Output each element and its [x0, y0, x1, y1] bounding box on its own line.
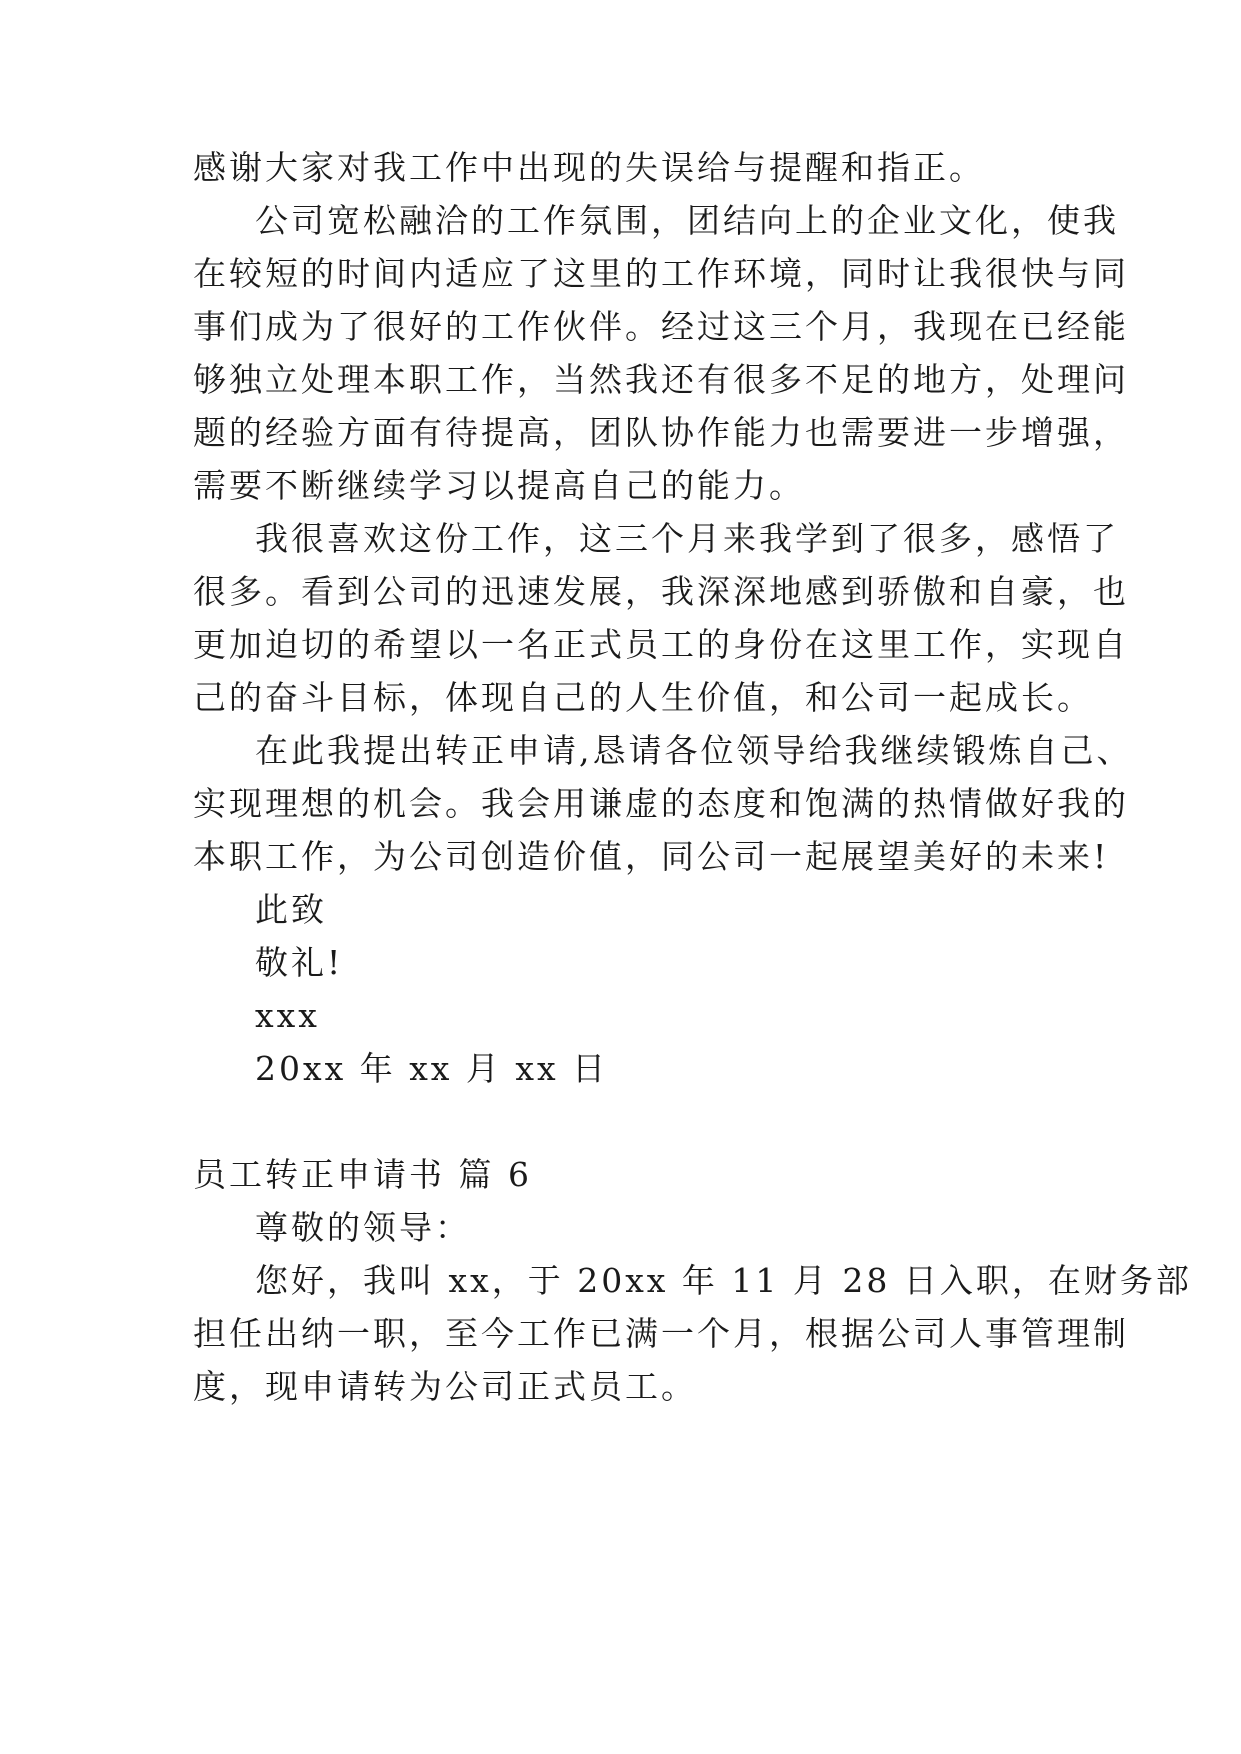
paragraph-line: 在较短的时间内适应了这里的工作环境，同时让我很快与同: [193, 254, 1129, 293]
paragraph-line: 需要不断继续学习以提高自己的能力。: [193, 466, 805, 505]
paragraph-line: 度，现申请转为公司正式员工。: [193, 1367, 697, 1406]
paragraph-line: 您好，我叫 xx，于 20xx 年 11 月 28 日入职，在财务部: [255, 1261, 1192, 1300]
closing-regards: 敬礼!: [255, 943, 344, 982]
signature-name: xxx: [255, 996, 320, 1035]
closing-salutation: 此致: [255, 890, 327, 929]
signature-date: 20xx 年 xx 月 xx 日: [255, 1049, 609, 1088]
section-heading: 员工转正申请书 篇 6: [193, 1155, 532, 1194]
paragraph-line: 我很喜欢这份工作，这三个月来我学到了很多，感悟了: [255, 519, 1119, 558]
paragraph-line: 本职工作，为公司创造价值，同公司一起展望美好的未来!: [193, 837, 1110, 876]
paragraph-line: 在此我提出转正申请,恳请各位领导给我继续锻炼自己、: [255, 731, 1133, 770]
paragraph-line: 担任出纳一职，至今工作已满一个月，根据公司人事管理制: [193, 1314, 1129, 1353]
paragraph-line: 公司宽松融洽的工作氛围，团结向上的企业文化，使我: [255, 201, 1119, 240]
paragraph-line: 很多。看到公司的迅速发展，我深深地感到骄傲和自豪，也: [193, 572, 1129, 611]
paragraph-line: 够独立处理本职工作，当然我还有很多不足的地方，处理问: [193, 360, 1129, 399]
paragraph-line: 事们成为了很好的工作伙伴。经过这三个月，我现在已经能: [193, 307, 1129, 346]
paragraph-line: 实现理想的机会。我会用谦虚的态度和饱满的热情做好我的: [193, 784, 1129, 823]
paragraph-line: 己的奋斗目标，体现自己的人生价值，和公司一起成长。: [193, 678, 1093, 717]
paragraph-line: 更加迫切的希望以一名正式员工的身份在这里工作，实现自: [193, 625, 1129, 664]
paragraph-line: 题的经验方面有待提高，团队协作能力也需要进一步增强，: [193, 413, 1129, 452]
letter-greeting: 尊敬的领导：: [255, 1208, 471, 1247]
paragraph-line: 感谢大家对我工作中出现的失误给与提醒和指正。: [193, 148, 985, 187]
